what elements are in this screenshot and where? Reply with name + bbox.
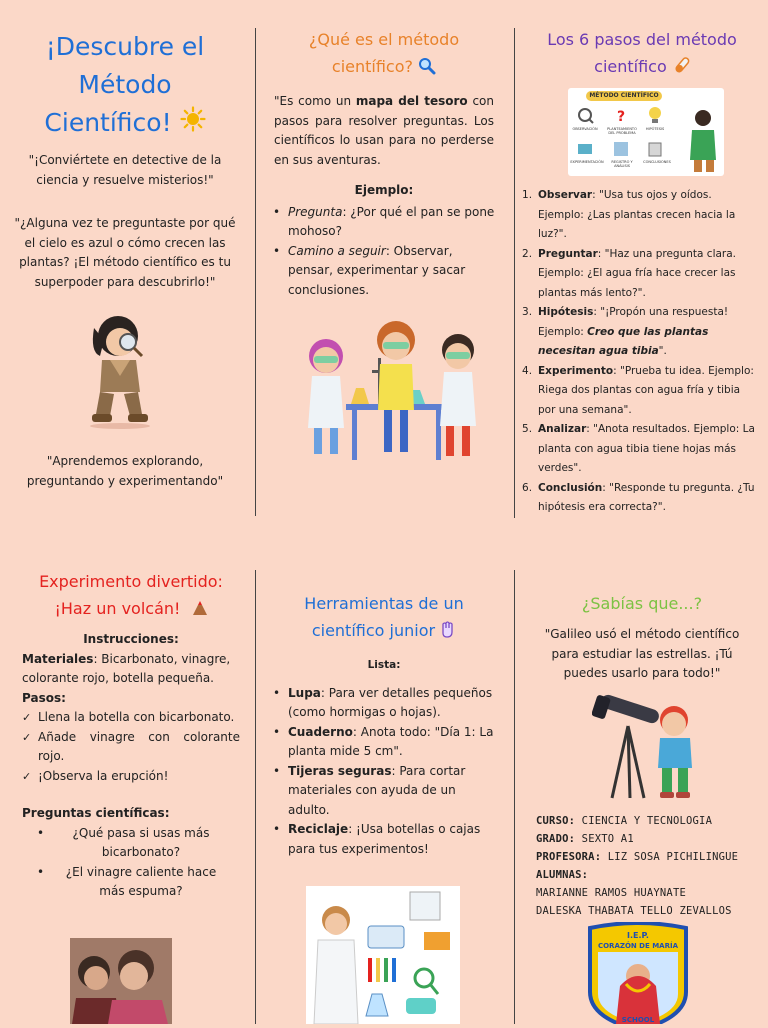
sun-icon: [180, 105, 206, 143]
list-item: [268, 684, 500, 723]
tool-label: Cuaderno: [288, 724, 353, 739]
tool-text: : Anota todo: "Día 1: La planta mide 5 cm".: [288, 724, 494, 758]
info-value: CIENCIA Y TECNOLOGIA: [581, 815, 713, 827]
badge-line1: I.E.P.: [627, 931, 649, 940]
questions-heading: [22, 804, 240, 824]
info-row: [536, 830, 762, 848]
tool-text: : Para ver detalles pequeños (como hormigas o hojas).: [288, 685, 493, 719]
girl-with-magnifier-illustration: [80, 310, 160, 430]
instructions-label: [22, 630, 240, 650]
example-item-label: Camino a seguir: [288, 243, 386, 258]
list-item: [268, 242, 500, 301]
info-label: ALUMNAS:: [536, 869, 589, 881]
tool-label: Reciclaje: [288, 822, 349, 836]
did-you-know-title: ¿Sabías que...?: [581, 594, 703, 613]
info-label: CURSO:: [536, 815, 576, 827]
list-item: [518, 245, 760, 304]
intro-text-end: con pasos para resolver preguntas. Los científicos lo usan para no perderse en sus aventuras.: [274, 94, 495, 167]
what-is-intro: [268, 92, 500, 170]
list-item: • ¿El vinagre caliente hace más espuma?: [32, 863, 230, 902]
diagram-label: HIPÓTESIS: [645, 127, 665, 131]
info-label: GRADO:: [536, 833, 576, 845]
example-label: Ejemplo: [354, 183, 409, 197]
list-item: [518, 303, 760, 362]
intro-highlight: mapa del tesoro: [355, 94, 468, 108]
scientific-method-diagram: [568, 88, 724, 176]
materials-text: : Bicarbonato, vinagre, colorante rojo, botella pequeña.: [22, 651, 231, 685]
volcano-title: [22, 568, 240, 624]
tool-text: : Para cortar materiales con ayuda de un adulto.: [288, 763, 466, 817]
what-is-title: [289, 26, 479, 83]
info-label: PROFESORA:: [536, 851, 602, 863]
step-emphasis: Creo que las plantas necesitan agua tibia: [538, 325, 709, 357]
tools-title: [284, 590, 484, 647]
column-divider-bottom-right: [514, 570, 515, 1024]
student-name: DALESKA THABATA TELLO ZEVALLOS: [536, 905, 732, 917]
info-value: SEXTO A1: [581, 833, 634, 845]
example-item-text: : ¿Por qué el pan se pone mohoso?: [288, 204, 495, 238]
panel-did-you-know: [522, 590, 762, 1024]
volcano-steps-list: [22, 708, 240, 786]
tool-text: : ¡Usa botellas o cajas para tus experimentos!: [288, 822, 481, 856]
step-label: Hipótesis: [538, 306, 594, 318]
steps-heading: Pasos:: [22, 690, 66, 705]
info-value: LIZ SOSA PICHILINGUE: [607, 851, 739, 863]
steps-label: Pasos: [22, 690, 62, 705]
test-tube-icon: [672, 55, 690, 82]
panel-six-steps: [522, 26, 762, 513]
list-item: [268, 203, 500, 242]
step-text: : "Responde tu pregunta. ¿Tu hipótesis era correcta?".: [538, 481, 755, 513]
list-item: [268, 820, 500, 859]
boy-telescope-illustration: [592, 686, 704, 804]
steps-list: [518, 186, 760, 518]
column-divider-top-right: [514, 28, 515, 518]
tool-label: Lupa: [288, 685, 321, 700]
kids-photo: [70, 938, 172, 1024]
six-steps-title-text: Los 6 pasos del método científico: [547, 30, 737, 76]
info-row: [536, 812, 762, 830]
tools-list: [268, 684, 500, 860]
questions-label: Preguntas científicas:: [22, 806, 170, 820]
list-item: • ¿Qué pasa si usas más bicarbonato?: [32, 824, 230, 863]
example-list: [268, 203, 500, 301]
panel-what-is: [268, 26, 500, 300]
tools-list-label: [268, 656, 500, 676]
tools-list-label-text: Lista:: [367, 659, 401, 671]
info-row: [536, 848, 762, 866]
info-row: [536, 866, 762, 884]
panel-volcano: [22, 568, 240, 902]
example-heading: Ejemplo:: [354, 183, 414, 197]
six-steps-title: [537, 26, 747, 82]
step-text: : "Usa tus ojos y oídos. Ejemplo: ¿Las plantas crecen hacia la luz?".: [538, 189, 736, 240]
discover-quote-1: "¡Conviértete en detective de la ciencia y resuelve misterios!": [28, 153, 222, 187]
svg-text:?: ?: [616, 109, 626, 125]
step-text: : "¡Propón una respuesta! Ejemplo:: [538, 306, 729, 338]
column-divider-bottom-left: [255, 570, 256, 1024]
school-badge-logo: [584, 922, 692, 1024]
questions-list: [22, 824, 240, 902]
discover-quote-2: "¿Alguna vez te preguntaste por qué el cielo es azul o cómo crecen las plantas? ¡El método científico es tu superpoder para descubrirlo!": [14, 216, 236, 289]
badge-line3: SCHOOL: [621, 1016, 655, 1024]
panel-tools: [268, 590, 500, 859]
list-item: [518, 420, 760, 479]
materials: [22, 650, 240, 689]
volcano-title-line2: ¡Haz un volcán!: [54, 599, 181, 618]
step-text: : "Anota resultados. Ejemplo: La planta con agua tibia tiene hojas más verdes".: [538, 423, 755, 474]
step-label: Observar: [538, 189, 593, 201]
diagram-label: EXPERIMENTACIÓN: [570, 160, 604, 164]
list-item: [518, 362, 760, 421]
diagram-label: OBSERVACIÓN: [572, 127, 598, 131]
step-label: Conclusión: [538, 481, 603, 494]
tool-label: Tijeras seguras: [288, 763, 392, 778]
intro-text-start: "Es como un: [274, 94, 356, 108]
what-is-title-text: ¿Qué es el método científico?: [308, 30, 460, 76]
kids-lab-illustration: [286, 318, 496, 464]
diagram-label: PLANTEAMIENTO DEL PROBLEMA: [607, 127, 637, 135]
example-item-text: : Observar, pensar, experimentar y sacar conclusiones.: [288, 243, 466, 297]
list-item: ✓ Añade vinagre con colorante rojo.: [22, 728, 240, 767]
step-text-end: ".: [658, 345, 667, 357]
step-text: : "Prueba tu idea. Ejemplo: Riega dos plantas con agua fría y tibia por una semana".: [538, 364, 754, 416]
discover-quote-3: "Aprendemos explorando, preguntando y experimentando": [26, 454, 224, 488]
instructions-label-text: Instrucciones:: [83, 632, 179, 646]
diagram-title: MÉTODO CIENTÍFICO: [586, 91, 662, 101]
list-item: ✓ ¡Observa la erupción!: [22, 767, 240, 787]
student-name: MARIANNE RAMOS HUAYNATE: [536, 887, 686, 899]
example-item-label: Pregunta: [288, 204, 343, 219]
course-info: [536, 812, 762, 920]
step-label: Experimento: [538, 364, 614, 377]
galileo-quote: "Galileo usó el método científico para estudiar las estrellas. ¡Tú puedes usarlo para todo!": [544, 627, 740, 680]
column-divider-top-left: [255, 28, 256, 516]
step-label: Preguntar: [538, 247, 598, 260]
list-item: [518, 186, 760, 245]
volcano-icon: [192, 597, 208, 624]
list-item: [268, 723, 500, 762]
glove-icon: [440, 620, 456, 647]
step-text: : "Haz una pregunta clara. Ejemplo: ¿El agua fría hace crecer las plantas más lento?".: [538, 247, 737, 299]
volcano-title-line1: Experimento divertido:: [39, 572, 223, 591]
tools-title-text: Herramientas de un científico junior: [304, 594, 464, 640]
list-item: ✓ Llena la botella con bicarbonato.: [22, 708, 240, 728]
magnifier-icon: [418, 56, 436, 83]
list-item: [518, 479, 760, 518]
scientist-kit-illustration: [306, 886, 460, 1024]
diagram-label: REGISTRO Y ANÁLISIS: [611, 160, 633, 168]
discover-title-text: ¡Descubre el Método Científico!: [44, 32, 205, 137]
list-item: [268, 762, 500, 821]
diagram-label: CONCLUSIONES: [643, 160, 671, 164]
panel-discover: [10, 28, 240, 488]
discover-title: [30, 28, 220, 143]
materials-label: Materiales: [22, 651, 94, 666]
badge-line2: CORAZÓN DE MARÍA: [597, 942, 679, 950]
step-label: Analizar: [538, 423, 587, 435]
